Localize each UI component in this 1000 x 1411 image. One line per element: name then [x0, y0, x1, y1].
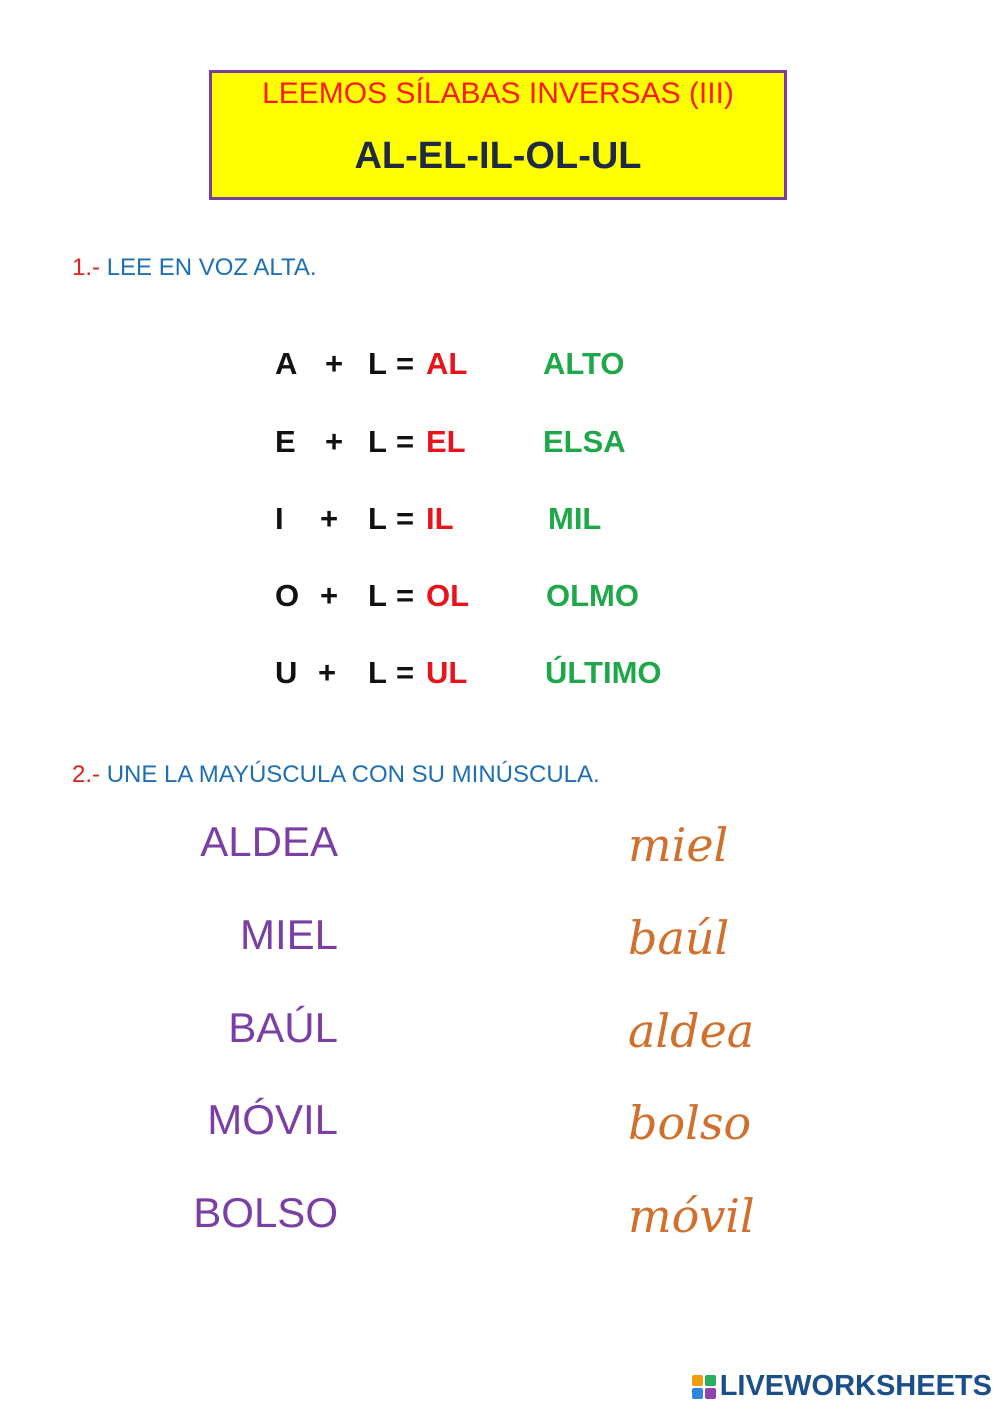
logo-grid-icon: [692, 1375, 716, 1399]
uppercase-word[interactable]: ALDEA: [200, 818, 338, 865]
consonant: L: [368, 346, 387, 381]
syllable: IL: [426, 501, 454, 536]
script-word[interactable]: bolso: [628, 1096, 752, 1150]
plus-sign: +: [320, 578, 339, 613]
liveworksheets-logo: [692, 1370, 992, 1403]
syllable: EL: [426, 424, 466, 459]
exercise-2-number: 2.-: [72, 761, 101, 788]
syllable: OL: [426, 578, 470, 613]
vowel: U: [275, 655, 298, 690]
script-word[interactable]: miel: [628, 818, 729, 872]
consonant: L: [368, 578, 387, 613]
uppercase-word[interactable]: BOLSO: [193, 1189, 338, 1236]
example-word: MIL: [548, 501, 602, 536]
uppercase-word[interactable]: BAÚL: [228, 1004, 338, 1051]
plus-sign: +: [318, 655, 337, 690]
equals-sign: =: [396, 501, 415, 536]
uppercase-word[interactable]: MÓVIL: [207, 1096, 338, 1143]
script-word[interactable]: baúl: [628, 911, 730, 965]
plus-sign: +: [325, 346, 344, 381]
consonant: L: [368, 655, 387, 690]
example-word: ELSA: [543, 424, 626, 459]
vowel: E: [275, 424, 296, 459]
vowel: A: [275, 346, 298, 381]
worksheet-title: LEEMOS SÍLABAS INVERSAS (III): [262, 77, 734, 110]
equals-sign: =: [396, 424, 415, 459]
consonant: L: [368, 501, 387, 536]
exercise-2-instruction: [72, 761, 600, 789]
script-word[interactable]: móvil: [628, 1189, 755, 1243]
syllable: AL: [426, 346, 468, 381]
syllable: UL: [426, 655, 468, 690]
example-word: OLMO: [546, 578, 639, 613]
equals-sign: =: [396, 346, 415, 381]
script-word[interactable]: aldea: [628, 1004, 755, 1058]
logo-text: LIVEWORKSHEETS: [719, 1370, 992, 1402]
vowel: O: [275, 578, 300, 613]
exercise-1-text: LEE EN VOZ ALTA.: [106, 254, 317, 281]
equals-sign: =: [396, 578, 415, 613]
example-word: ALTO: [543, 346, 625, 381]
exercise-1-number: 1.-: [72, 254, 101, 281]
exercise-2-text: UNE LA MAYÚSCULA CON SU MINÚSCULA.: [106, 761, 600, 788]
equals-sign: =: [396, 655, 415, 690]
uppercase-word[interactable]: MIEL: [239, 911, 338, 958]
title-box: [209, 70, 787, 200]
vowel: I: [275, 501, 284, 536]
consonant: L: [368, 424, 387, 459]
exercise-1-instruction: [72, 254, 317, 282]
plus-sign: +: [325, 424, 344, 459]
example-word: ÚLTIMO: [545, 655, 662, 690]
worksheet-subtitle: AL-EL-IL-OL-UL: [354, 135, 642, 177]
plus-sign: +: [320, 501, 339, 536]
